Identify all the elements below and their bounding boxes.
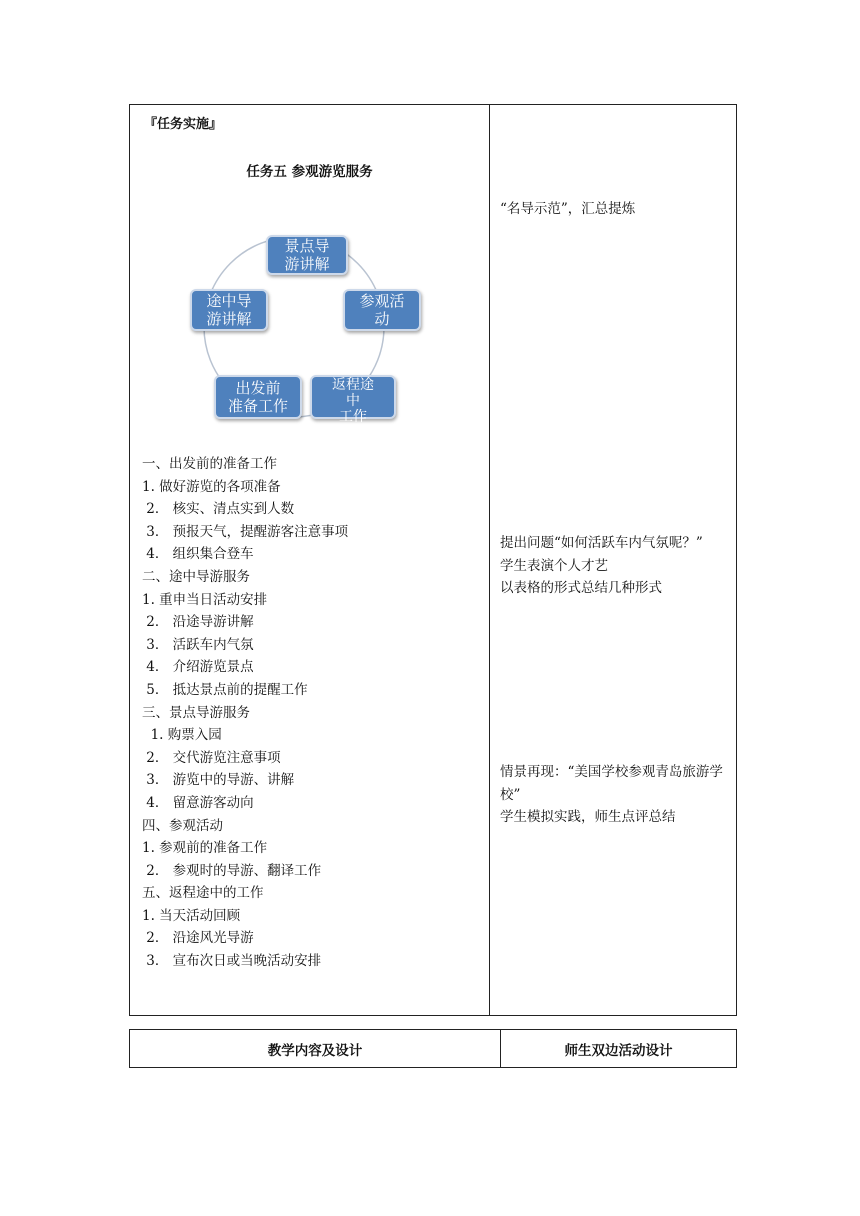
diagram-node-visit-activity: 参观活 动 xyxy=(343,289,421,331)
activity-note xyxy=(500,198,736,221)
content-list xyxy=(142,453,348,973)
task-title: 任务五 参观游览服务 xyxy=(246,164,373,180)
list-item: 1. 当天活动回顾 xyxy=(142,907,241,924)
diagram-node-pre-departure: 出发前 准备工作 xyxy=(214,375,302,419)
note-line: “名导示范”，汇总提炼 xyxy=(500,201,636,217)
header-cell-content: 教学内容及设计 xyxy=(267,1042,363,1059)
header-cell-activity: 师生双边活动设计 xyxy=(564,1042,673,1059)
section-label: 『任务实施』 xyxy=(144,117,223,132)
note-line: 学生模拟实践，师生点评总结 xyxy=(500,809,676,825)
list-item: 2． 核实、清点实到人数 xyxy=(142,501,295,518)
list-item: 4． 组织集合登车 xyxy=(142,546,254,563)
lesson-table xyxy=(129,104,737,1016)
list-item: 2． 交代游览注意事项 xyxy=(142,749,281,766)
list-item: 3． 宣布次日或当晚活动安排 xyxy=(142,953,322,970)
list-item: 五、返程途中的工作 xyxy=(142,885,264,902)
list-item: 三、景点导游服务 xyxy=(142,704,250,721)
activity-note xyxy=(500,761,736,829)
list-item: 3． 活跃车内气氛 xyxy=(142,636,254,653)
activity-note xyxy=(500,532,736,600)
note-line: 以表格的形式总结几种形式 xyxy=(500,580,662,596)
diagram-node-scenic-guiding: 景点导 游讲解 xyxy=(266,235,348,275)
list-item: 3． 预报天气，提醒游客注意事项 xyxy=(142,523,349,540)
list-item: 2． 沿途导游讲解 xyxy=(142,614,254,631)
note-line: 情景再现：“美国学校参观青岛旅游学校” xyxy=(500,764,723,803)
list-item: 4． 介绍游览景点 xyxy=(142,659,254,676)
diagram-node-return-trip: 返程途 中 工作 xyxy=(310,375,396,419)
diagram-node-en-route-guiding: 途中导 游讲解 xyxy=(190,289,268,331)
list-item: 5． 抵达景点前的提醒工作 xyxy=(142,681,308,698)
cycle-diagram xyxy=(174,227,414,437)
list-item: 1. 做好游览的各项准备 xyxy=(142,478,281,495)
note-line: 学生表演个人才艺 xyxy=(500,557,608,574)
list-item: 一、出发前的准备工作 xyxy=(142,456,277,472)
list-item: 1. 重申当日活动安排 xyxy=(142,591,268,608)
list-item: 4． 留意游客动向 xyxy=(142,794,254,811)
list-item: 二、途中导游服务 xyxy=(142,568,250,585)
list-item: 2． 参观时的导游、翻译工作 xyxy=(142,862,322,879)
note-line: 提出问题“如何活跃车内气氛呢？” xyxy=(500,535,703,551)
header-table xyxy=(129,1029,737,1068)
list-item: 1. 参观前的准备工作 xyxy=(142,840,268,857)
list-item: 3． 游览中的导游、讲解 xyxy=(142,772,295,789)
list-item: 四、参观活动 xyxy=(142,817,223,834)
list-item: 2． 沿途风光导游 xyxy=(142,930,254,947)
activity-column xyxy=(490,105,736,1015)
list-item: 1. 购票入园 xyxy=(142,727,222,744)
content-column xyxy=(130,105,489,1015)
